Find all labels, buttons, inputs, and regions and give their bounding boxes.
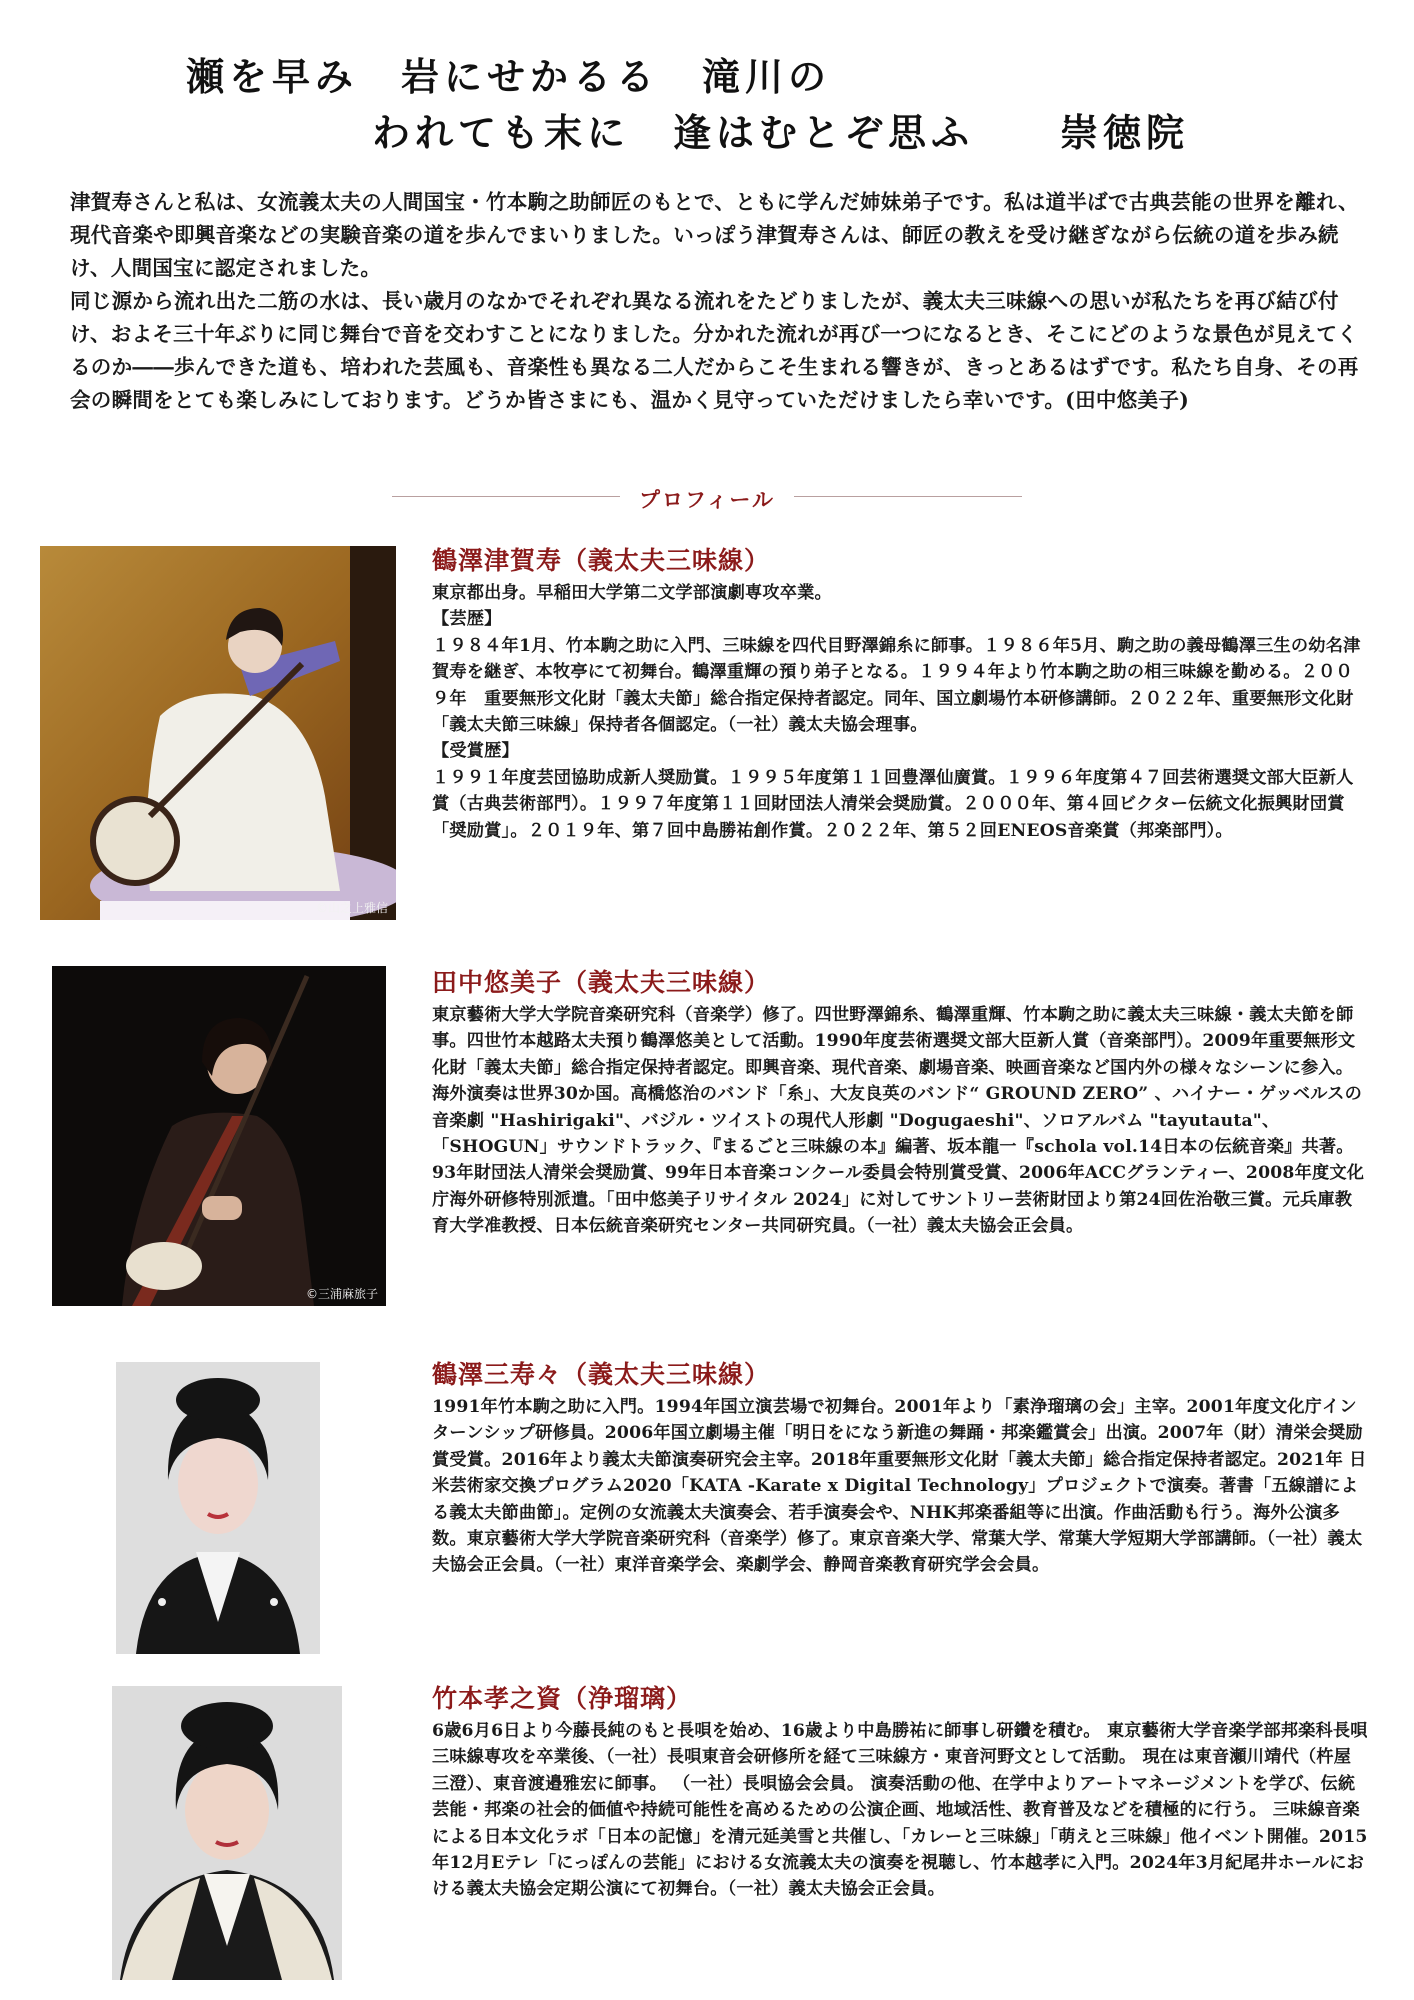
profile-name: 竹本孝之資（浄瑠璃）	[432, 1684, 693, 1713]
portrait-photo-tanaka	[52, 966, 386, 1306]
intro-paragraph-2: 同じ源から流れ出た二筋の水は、長い歳月のなかでそれぞれ異なる流れをたどりましたが、義太夫三味線への思いが私たちを再び結び付け、およそ三十年ぶりに同じ舞台で音を交わすことになりました。分かれた流れが再び一つになるとき、そこにどのような景色が見えてくるのか――歩んできた道も、培われた芸風も、音楽性も異なる二人だからこそ生まれる響きが、きっとあるはずです。私たち自身、その再会の瞬間をとても楽しみにしております。どうか皆さまにも、温かく見守っていただけましたら幸いです。(田中悠美子)	[70, 289, 1359, 412]
profile-paragraph: １９８４年1月、竹本駒之助に入門、三味線を四代目野澤錦糸に師事。１９８６年5月、駒之助の義母鶴澤三生の幼名津賀寿を継ぎ、本牧亭にて初舞台。鶴澤重輝の預り弟子となる。１９９４年より竹本駒之助の相三味線を勤める。２００９年 重要無形文化財「義太夫節」総合指定保持者認定。同年、国立劇場竹本研修講師。２０２２年、重要無形文化財「義太夫節三味線」保持者各個認定。（一社）義太夫協会理事。	[432, 635, 1361, 736]
profile-paragraph: １９９１年度芸団協助成新人奨励賞。１９９５年度第１１回豊澤仙廣賞。１９９６年度第４７回芸術選奨文部大臣新人賞（古典芸術部門）。１９９７年度第１１回財団法人清栄会奨励賞。２０００年、第４回ビクター伝統文化振興財団賞「奨励賞」。２０１９年、第７回中島勝祐創作賞。２０２２年、第５２回ENEOS音楽賞（邦楽部門）。	[432, 767, 1354, 841]
profile-tsugaju	[432, 544, 1368, 844]
profile-heading: プロフィール	[639, 487, 775, 512]
profile-paragraph: 1991年竹本駒之助に入門。1994年国立演芸場で初舞台。2001年より「素浄瑠璃の会」主宰。2001年度文化庁インターンシップ研修員。2006年国立劇場主催「明日をになう新進の舞踊・邦楽鑑賞会」出演。2007年（財）清栄会奨励賞受賞。2016年より義太夫節演奏研究会主宰。2018年重要無形文化財「義太夫節」総合指定保持者認定。2021年 日米芸術家交換プログラム2020「KATA -Karate x Digital Technology」プロジェクトで演奏。著書「五線譜による義太夫節曲節」。定例の女流義太夫演奏会、若手演奏会や、NHK邦楽番組等に出演。作曲活動も行う。海外公演多数。東京藝術大学大学院音楽研究科（音楽学）修了。東京音楽大学、常葉大学、常葉大学短期大学部講師。（一社）義太夫協会正会員。（一社）東洋音楽学会、楽劇学会、静岡音楽教育研究学会会員。	[432, 1397, 1367, 1576]
profile-body	[432, 1002, 1368, 1240]
profile-body	[432, 1718, 1368, 1903]
profile-takanosuke	[432, 1682, 1368, 1903]
profile-name: 田中悠美子（義太夫三味線）	[432, 968, 771, 997]
profile-paragraph: 東京藝術大学大学院音楽研究科（音楽学）修了。四世野澤錦糸、鶴澤重輝、竹本駒之助に義太夫三味線・義太夫節を師事。四世竹本越路太夫預り鶴澤悠美として活動。1990年度芸術選奨文部大臣新人賞（音楽部門）。2009年重要無形文化財「義太夫節」総合指定保持者認定。即興音楽、現代音楽、劇場音楽、映画音楽など国内外の様々なシーンに参入。海外演奏は世界30か国。高橋悠治のバンド「糸」、大友良英のバンド“ GROUND ZERO” 、ハイナー・ゲッベルスの音楽劇 "Hashirigaki"、バジル・ツイストの現代人形劇 "Dogugaeshi"、ソロアルバム "tayutauta"、「SHOGUN」サウンドトラック、『まるごと三味線の本』編著、坂本龍一『schola vol.14日本の伝統音楽』共著。93年財団法人清栄会奨励賞、99年日本音楽コンクール委員会特別賞受賞、2006年ACCグランティー、2008年度文化庁海外研修特別派遣。「田中悠美子リサイタル 2024」に対してサントリー芸術財団より第24回佐治敬三賞。元兵庫教育大学准教授、日本伝統音楽研究センター共同研究員。（一社）義太夫協会正会員。	[432, 1005, 1365, 1237]
portrait-photo-misuzu	[116, 1362, 320, 1654]
profile-tanaka	[432, 966, 1368, 1240]
photo-credit: ©山之上雅信	[315, 901, 388, 915]
profile-section-heading: 【受賞歴】	[432, 741, 519, 762]
photo-credit: ©三浦麻旅子	[305, 1287, 378, 1301]
profile-paragraph: 東京都出身。早稲田大学第二文学部演劇専攻卒業。	[432, 583, 832, 603]
divider-line-right	[794, 496, 1022, 497]
profile-name: 鶴澤津賀寿（義太夫三味線）	[432, 546, 771, 575]
profile-paragraph: 6歳6月6日より今藤長純のもと長唄を始め、16歳より中島勝祐に師事し研鑽を積む。 東京藝術大学音楽学部邦楽科長唄三味線専攻を卒業後、（一社）長唄東音会研修所を経て三味線方・東音河野文として活動。 現在は東音瀬川靖代（杵屋三澄）、東音渡邉雅宏に師事。 （一社）長唄協会会員。 演奏活動の他、在学中よりアートマネージメントを学び、伝統芸能・邦楽の社会的価値や持続可能性を高めるための公演企画、地域活性、教育普及などを積極的に行う。 三味線音楽による日本文化ラボ「日本の記憶」を清元延美雪と共催し、「カレーと三味線」「萌えと三味線」他イベント開催。2015年12月Eテレ「にっぽんの芸能」における女流義太夫の演奏を視聴し、竹本越孝に入門。2024年3月紀尾井ホールにおける義太夫協会定期公演にて初舞台。（一社）義太夫協会正会員。	[432, 1721, 1368, 1900]
intro-paragraph-1: 津賀寿さんと私は、女流義太夫の人間国宝・竹本駒之助師匠のもとで、ともに学んだ姉妹弟子です。私は道半ばで古典芸能の世界を離れ、現代音楽や即興音楽などの実験音楽の道を歩んでまいりました。いっぽう津賀寿さんは、師匠の教えを受け継ぎながら伝統の道を歩み続け、人間国宝に認定されました。	[70, 190, 1359, 280]
portrait-photo-takanosuke	[112, 1686, 342, 1980]
poem-line-1: 瀬を早み 岩にせかるる 滝川の	[186, 54, 832, 99]
profile-misuzu	[432, 1358, 1368, 1579]
intro-text	[70, 186, 1360, 417]
profile-body	[432, 1394, 1368, 1579]
portrait-photo-tsugaju	[40, 546, 396, 920]
poem-line-2: われても末に 逢はむとぞ思ふ 崇徳院	[372, 110, 1190, 155]
profile-name: 鶴澤三寿々（義太夫三味線）	[432, 1360, 771, 1389]
profile-body	[432, 580, 1368, 844]
profile-section-heading: 【芸歴】	[432, 609, 502, 630]
profile-heading-rule	[392, 484, 1022, 512]
